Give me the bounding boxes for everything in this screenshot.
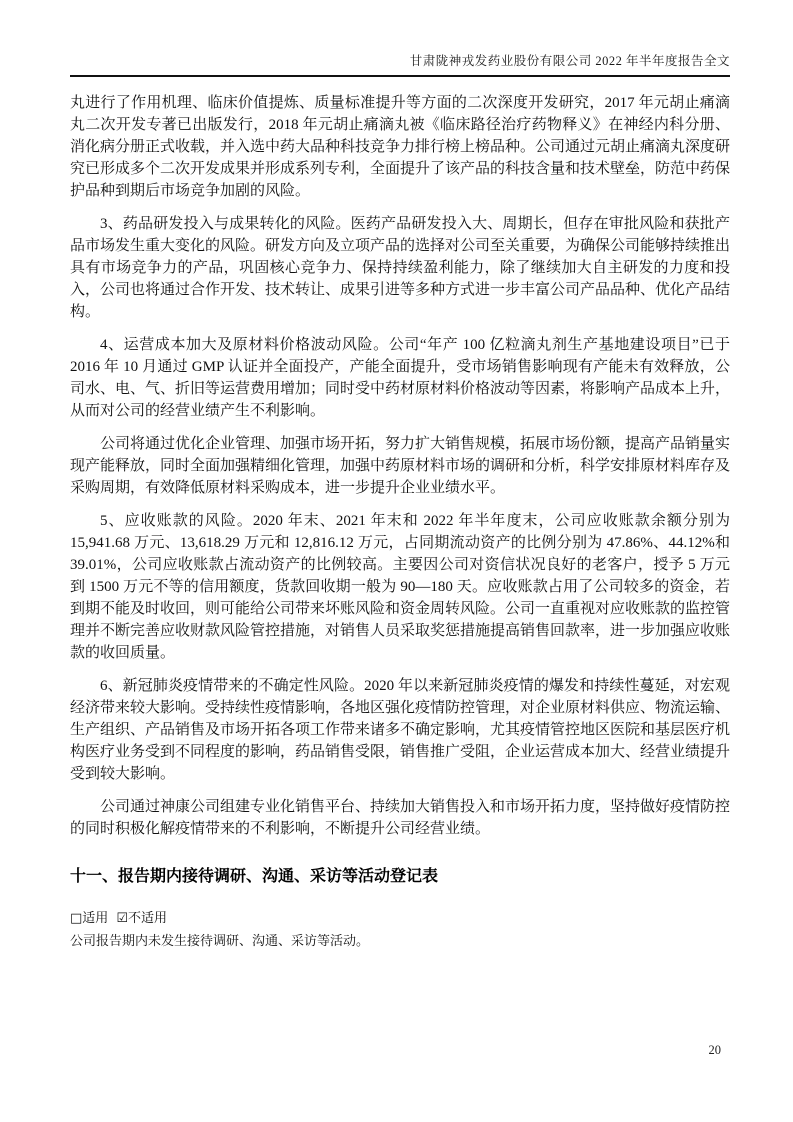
paragraph-risk-4: 4、运营成本加大及原材料价格波动风险。公司“年产 100 亿粒滴丸剂生产基地建设项目”已于 2016 年 10 月通过 GMP 认证并全面投产，产能全面提升，受市场销售影响现有产能未有效释放，公司水、电、气、折旧等运营费用增加；同时受中药材原材料价格波动等因素，将影响产品成本上升，从而对公司的经营业绩产生不利影响。: [70, 337, 731, 419]
not-applicable-label: 不适用: [127, 910, 167, 925]
page-number: 20: [708, 1043, 721, 1057]
checkbox-not-applicable-checked-icon: ☑: [116, 911, 128, 926]
applicable-label: 适用: [82, 910, 109, 925]
paragraph-risk-5: 5、应收账款的风险。2020 年末、2021 年末和 2022 年半年度末，公司应收账款余额分别为 15,941.68 万元、13,618.29 万元和 12,816.12 万元，占同期流动资产的比例分别为 47.86%、44.12%和 39.01%，公司应收账款占流动资产的比例较高。主要因公司对资信状况良好的老客户，授予 5 万元到 1500 万元不等的信用额度，货款回收期一般为 90—180 天。应收账款占用了公司较多的资金，若到期不能及时收回，则可能给公司带来坏账风险和资金周转风险。公司一直重视对应收账款的监控管理并不断完善应收财款风险管控措施，对销售人员采取奖惩措施提高销售回款率，进一步加强应收账款的收回质量。: [70, 513, 731, 661]
header-title: 甘肃陇神戎发药业股份有限公司 2022 年半年度报告全文: [409, 54, 730, 68]
document-body: [70, 92, 730, 951]
paragraph-risk-6-measures: 公司通过神康公司组建专业化销售平台、持续加大销售投入和市场开拓力度，坚持做好疫情防控的同时积极化解疫情带来的不利影响，不断提升公司经营业绩。: [70, 799, 731, 837]
applicability-line: [70, 908, 730, 929]
paragraph-risk-6: 6、新冠肺炎疫情带来的不确定性风险。2020 年以来新冠肺炎疫情的爆发和持续性蔓延，对宏观经济带来较大影响。受持续性疫情影响，各地区强化疫情防控管理，对企业原材料供应、物流运输、生产组织、产品销售及市场开拓各项工作带来诸多不确定影响，尤其疫情管控地区医院和基层医疗机构医疗业务受到不同程度的影响，药品销售受限，销售推广受阻，企业运营成本加大、经营业绩提升受到较大影响。: [70, 678, 731, 782]
section-note: 公司报告期内未发生接待调研、沟通、采访等活动。: [70, 933, 370, 948]
paragraph-risk-4-measures: 公司将通过优化企业管理、加强市场开拓，努力扩大销售规模，拓展市场份额，提高产品销量实现产能释放，同时全面加强精细化管理，加强中药原材料市场的调研和分析，科学安排原材料库存及采购周期，有效降低原材料采购成本，进一步提升企业业绩水平。: [70, 436, 731, 496]
checkbox-applicable-unchecked-icon: □: [70, 911, 83, 926]
header-divider: [70, 75, 730, 77]
paragraph-continuation: 丸进行了作用机理、临床价值提炼、质量标准提升等方面的二次深度开发研究，2017 年元胡止痛滴丸二次开发专著已出版发行，2018 年元胡止痛滴丸被《临床路径治疗药物释义》在神经内科分册、消化病分册正式收载，并入选中药大品种科技竞争力排行榜上榜品种。公司通过元胡止痛滴丸深度研究已形成多个二次开发成果并形成系列专利，全面提升了该产品的科技含量和技术壁垒，防范中药保护品种到期后市场竞争加剧的风险。: [70, 95, 731, 199]
page-header: [70, 0, 730, 77]
section-heading: 十一、报告期内接待调研、沟通、采访等活动登记表: [70, 868, 439, 885]
paragraph-risk-3: 3、药品研发投入与成果转化的风险。医药产品研发投入大、周期长，但存在审批风险和获批产品市场发生重大变化的风险。研发方向及立项产品的选择对公司至关重要，为确保公司能够持续推出具有市场竞争力的产品，巩固核心竞争力、保持持续盈利能力，除了继续加大自主研发的力度和投入，公司也将通过合作开发、技术转让、成果引进等多种方式进一步丰富公司产品品种、优化产品结构。: [70, 216, 731, 320]
